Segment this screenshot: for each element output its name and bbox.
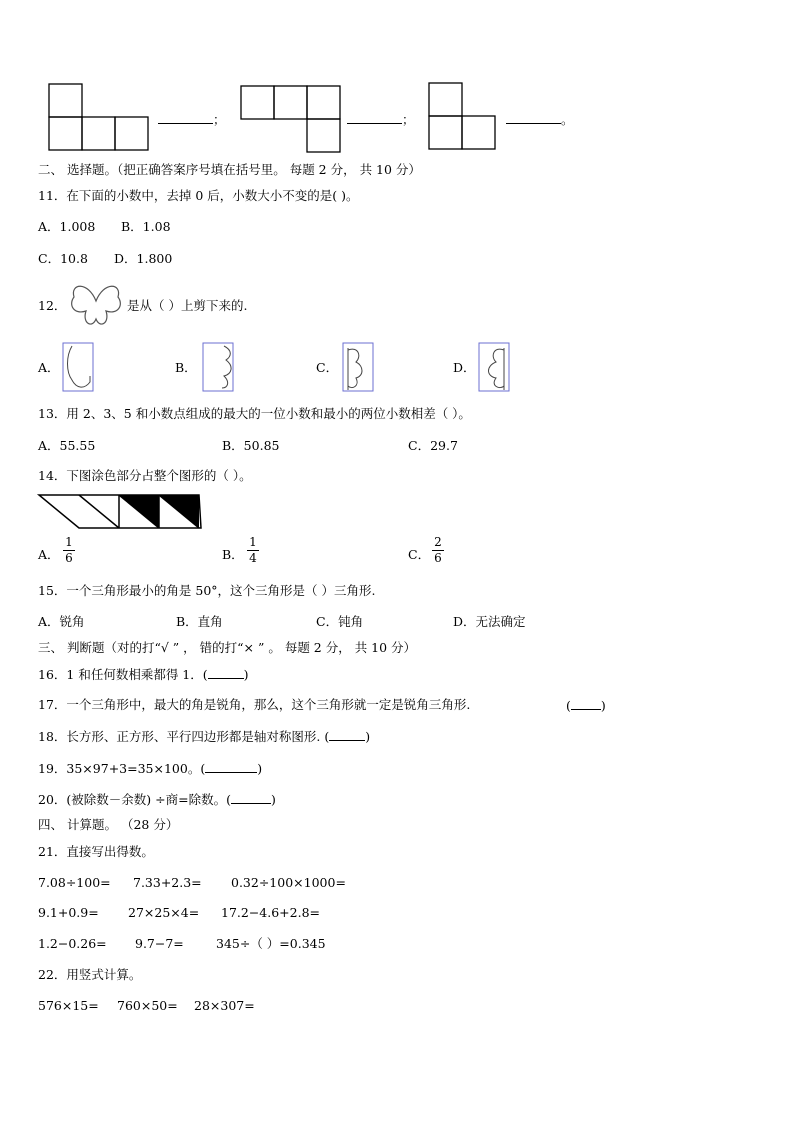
q11-option-b[interactable]: B．1.08 xyxy=(121,219,171,234)
q11-stem: 11．在下面的小数中，去掉 0 后，小数大小不变的是( )。 xyxy=(38,188,359,203)
q17-item: 17．一个三角形中，最大的角是锐角，那么，这个三角形就一定是锐角三角形. xyxy=(38,697,471,712)
section4-heading: 四、 计算题。 （28 分） xyxy=(38,817,179,832)
q18-answer-blank[interactable] xyxy=(329,728,365,741)
q22-item3: 28×307= xyxy=(194,998,255,1013)
q14-stem: 14．下图涂色部分占整个图形的（ ）。 xyxy=(38,468,252,483)
net-figure-3 xyxy=(428,82,500,152)
q15-option-c[interactable]: C．钝角 xyxy=(316,614,364,629)
folded-paper-d[interactable] xyxy=(478,342,512,394)
q21-row1-item2: 7.33+2.3= xyxy=(133,875,202,890)
q11-option-c[interactable]: C．10.8 xyxy=(38,251,88,266)
parallelogram-figure xyxy=(38,494,204,530)
folded-paper-c[interactable] xyxy=(342,342,376,394)
q12-stem: 是从（ ）上剪下来的. xyxy=(127,298,248,313)
section3-heading: 三、 判断题（对的打“√ ” ， 错的打“× ” 。 每题 2 分， 共 10 分） xyxy=(38,640,417,655)
q16-item: 16．1 和任何数相乘都得 1．( ) xyxy=(38,667,249,682)
q21-row3-item1: 1.2−0.26= xyxy=(38,936,107,951)
folded-paper-b[interactable] xyxy=(202,342,236,394)
q15-option-b[interactable]: B．直角 xyxy=(176,614,223,629)
q14-option-b-label[interactable]: B． xyxy=(222,547,244,562)
q13-option-b[interactable]: B．50.85 xyxy=(222,438,280,453)
q12-number: 12． xyxy=(38,298,67,313)
q12-option-b[interactable]: B． xyxy=(175,360,197,375)
q14-option-b-fraction: 1 4 xyxy=(247,536,259,565)
q11-option-a[interactable]: A．1.008 xyxy=(38,219,96,234)
section2-heading: 二、 选择题。（把正确答案序号填在括号里。 每题 2 分， 共 10 分） xyxy=(38,162,421,177)
figure-1-answer[interactable]: ； xyxy=(158,111,226,128)
q21-row2-item3: 17.2−4.6+2.8= xyxy=(221,905,321,920)
q21-row2-item2: 27×25×4= xyxy=(128,905,200,920)
q13-stem: 13．用 2、3、5 和小数点组成的最大的一位小数和最小的两位小数相差（ ）。 xyxy=(38,406,471,421)
q15-option-d[interactable]: D．无法确定 xyxy=(453,614,526,629)
q14-option-c-label[interactable]: C． xyxy=(408,547,431,562)
q14-option-a-fraction: 1 6 xyxy=(63,536,75,565)
q19-item: 19．35×97+3=35×100。( ) xyxy=(38,761,263,776)
folded-paper-a[interactable] xyxy=(62,342,96,394)
figure-2-answer[interactable]: ； xyxy=(347,111,415,128)
q22-stem: 22．用竖式计算。 xyxy=(38,967,142,982)
q15-stem: 15．一个三角形最小的角是 50°，这个三角形是（ ）三角形. xyxy=(38,583,376,598)
q12-option-a[interactable]: A． xyxy=(38,360,60,375)
q21-stem: 21．直接写出得数。 xyxy=(38,844,154,859)
q20-answer-blank[interactable] xyxy=(231,791,271,804)
q13-option-a[interactable]: A．55.55 xyxy=(38,438,96,453)
net-figure-1 xyxy=(48,83,152,153)
q14-option-a-label[interactable]: A． xyxy=(38,547,60,562)
q21-row1-item3: 0.32÷100×1000= xyxy=(231,875,346,890)
clover-shape xyxy=(68,279,124,331)
q22-item2: 760×50= xyxy=(117,998,178,1013)
q21-row3-item3: 345÷（ ）=0.345 xyxy=(216,936,326,951)
q21-row2-item1: 9.1+0.9= xyxy=(38,905,99,920)
q22-item1: 576×15= xyxy=(38,998,99,1013)
q21-row1-item1: 7.08÷100= xyxy=(38,875,111,890)
q20-item: 20．(被除数－余数) ÷商=除数。( ) xyxy=(38,792,276,807)
q12-option-d[interactable]: D． xyxy=(453,360,476,375)
q12-option-c[interactable]: C． xyxy=(316,360,339,375)
q15-option-a[interactable]: A．锐角 xyxy=(38,614,85,629)
figure-3-answer[interactable]: 。 xyxy=(506,111,574,128)
q18-item: 18．长方形、正方形、平行四边形都是轴对称图形. ( ) xyxy=(38,729,371,744)
q21-row3-item2: 9.7−7= xyxy=(135,936,184,951)
q13-option-c[interactable]: C．29.7 xyxy=(408,438,458,453)
q16-answer-blank[interactable] xyxy=(208,666,244,679)
q19-answer-blank[interactable] xyxy=(205,760,257,773)
net-figure-2 xyxy=(240,85,344,155)
q14-option-c-fraction: 2 6 xyxy=(432,536,444,565)
q17-answer[interactable]: ( ) xyxy=(566,698,606,713)
q11-option-d[interactable]: D．1.800 xyxy=(114,251,173,266)
